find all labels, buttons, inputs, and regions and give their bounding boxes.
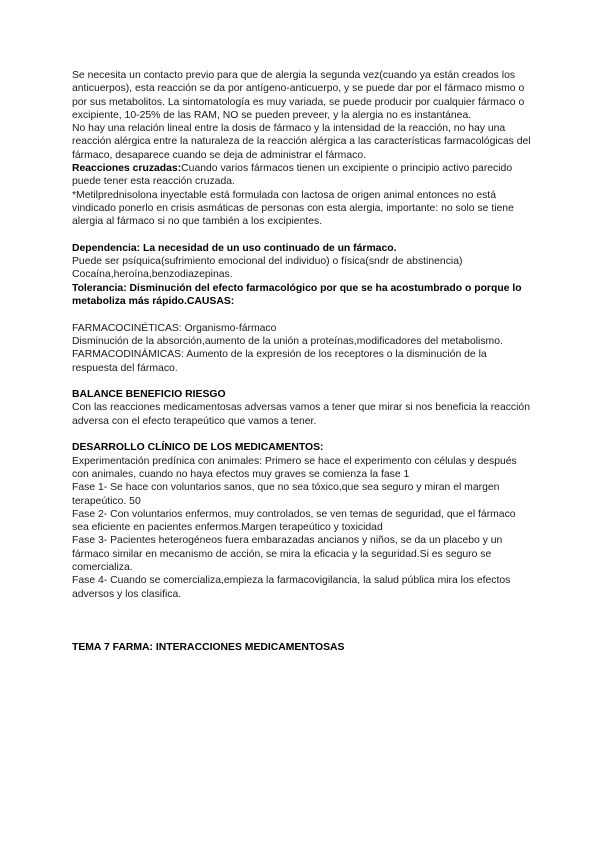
balance-text: Con las reacciones medicamentosas adversas vamos a tener que mirar si nos beneficia la reacción adversa con el efecto terapeútico que vamos a tener. bbox=[72, 402, 530, 427]
document-body bbox=[72, 69, 532, 654]
dependence-heading: Dependencia: La necesidad de un uso continuado de un fármaco. bbox=[72, 242, 397, 254]
clinical-development-heading: DESARROLLO CLÍNICO DE LOS MEDICAMENTOS: bbox=[72, 442, 324, 454]
phase-4-text: Fase 4- Cuando se comercializa,empieza la farmacovigilancia, la salud pública mira los efectos adversos y los clasifica. bbox=[72, 575, 511, 600]
cross-reactions-text: Cuando varios fármacos tienen un excipiente o principio activo parecido puede tener esta reacción cruzada. bbox=[72, 163, 513, 188]
pharmacokinetic-text: Disminución de la absorción,aumento de la unión a proteínas,modificadores del metabolismo. bbox=[72, 335, 503, 347]
preclinical-text: Experimentación predínica con animales: Primero se hace el experimento con células y después con animales, cuando no haya efectos muy graves se comienza la fase 1 bbox=[72, 455, 517, 480]
tolerance-heading: Tolerancia: Disminución del efecto farmacológico por que se ha acostumbrado o porque lo metaboliza más rápido.CAUSAS: bbox=[72, 282, 522, 308]
pharmacokinetic-label: FARMACOCINÉTICAS: Organismo-fármaco bbox=[72, 322, 277, 334]
phase-3-text: Fase 3- Pacientes heterogéneos fuera embarazadas ancianos y niños, se da un placebo y un fármaco similar en mecanismo de acción, se mira la eficacia y la seguridad.Si es seguro se comercializa. bbox=[72, 535, 503, 573]
cross-reactions-paragraph bbox=[72, 162, 532, 189]
dependence-text-1: Puede ser psíquica(sufrimiento emocional del individuo) o física(sndr de abstinencia) bbox=[72, 256, 463, 268]
pharmacodynamic-text: FARMACODINÁMICAS: Aumento de la expresión de los receptores o la disminución de la respuesta del fármaco. bbox=[72, 349, 487, 374]
allergy-paragraph-1: Se necesita un contacto previo para que de alergia la segunda vez(cuando ya están creados los anticuerpos), esta reacción se da por antígeno-anticuerpo, y se puede dar por el fármaco mismo o por sus metabolitos. La sintomatología es muy variada, se puede producir por cualquier fármaco o excipiente, 10-25% de las RAM, NO se pueden preveer, y la alergia no es instantánea. bbox=[72, 70, 525, 121]
excipient-note: *Metilprednisolona inyectable está formulada con lactosa de origen animal entonces no está vindicado ponerlo en crisis asmáticas de personas con esta alergia, importante: no solo se tiene alergia al fármaco si no que también a los excipientes. bbox=[72, 189, 514, 228]
cross-reactions-label: Reacciones cruzadas: bbox=[72, 163, 182, 175]
balance-heading: BALANCE BENEFICIO RIESGO bbox=[72, 389, 226, 401]
phase-1-text: Fase 1- Se hace con voluntarios sanos, que no sea tóxico,que sea seguro y miran el margen terapeútico. 50 bbox=[72, 482, 500, 507]
phase-2-text: Fase 2- Con voluntarios enfermos, muy controlados, se ven temas de seguridad, que el fármaco sea eficiente en pacientes enfermos.Margen terapeútico y toxicidad bbox=[72, 508, 516, 534]
dependence-text-2: Cocaína,heroína,benzodiazepinas. bbox=[72, 269, 233, 281]
next-topic-heading: TEMA 7 FARMA: INTERACCIONES MEDICAMENTOSAS bbox=[72, 641, 345, 653]
allergy-paragraph-2: No hay una relación lineal entre la dosis de fármaco y la intensidad de la reacción, no hay una reacción alérgica entre la naturaleza de la reacción alérgica a las características farmacológicas del fármaco, desaparece cuando se deja de administrar el fármaco. bbox=[72, 123, 531, 161]
